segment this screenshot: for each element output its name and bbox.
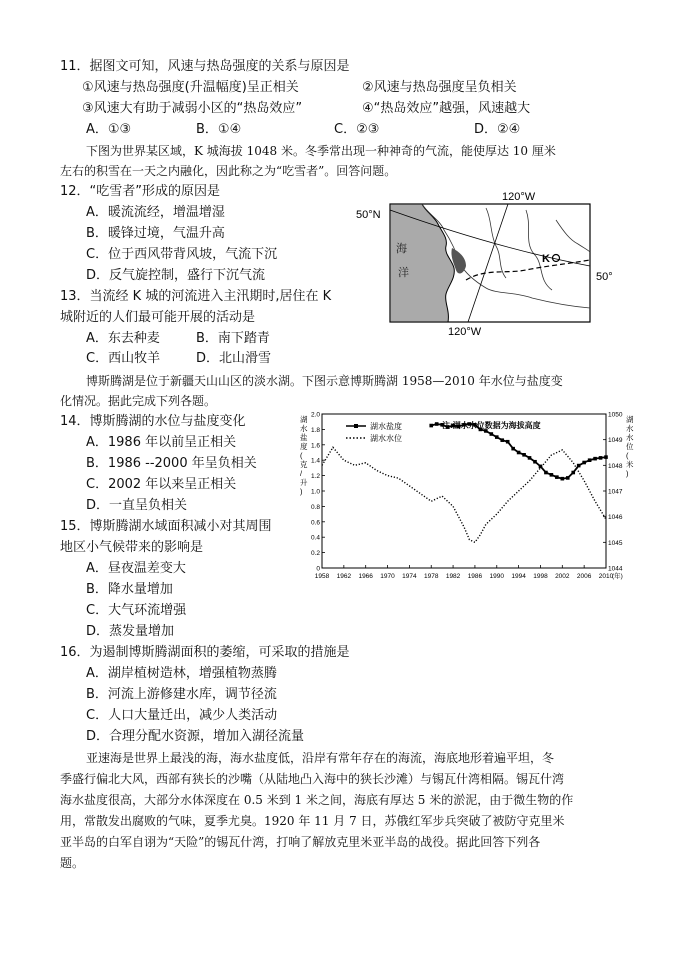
x-tick-label: 1998	[533, 573, 548, 580]
salinity-point	[429, 424, 433, 428]
salinity-point	[550, 473, 554, 477]
x-tick-label: 1990	[489, 573, 505, 580]
q12-choice-d: D．反气旋控制，盛行下沉气流	[86, 268, 266, 283]
right-axis-title-char: 米	[626, 460, 634, 469]
x-tick-label: 1978	[423, 573, 439, 580]
sea-char-2: 洋	[398, 267, 409, 279]
salinity-point	[522, 453, 526, 457]
salinity-point	[544, 471, 548, 475]
lat-label-left: 50°N	[356, 209, 381, 221]
right-axis-title-char: 水	[626, 433, 634, 442]
x-tick-label: 1982	[445, 573, 461, 580]
left-axis-title-char: 度	[300, 442, 308, 451]
q14-stem: 14．博斯腾湖的水位与盐度变化	[60, 414, 246, 429]
y-right-tick-label: 1047	[608, 488, 623, 496]
left-axis-title-char: 湖	[300, 415, 308, 424]
q13-stem-line2: 城附近的人们最可能开展的活动是	[60, 310, 256, 325]
y-left-tick-label: 1.6	[310, 442, 320, 450]
salinity-point	[561, 477, 565, 481]
y-left-tick-label: 1.2	[310, 473, 320, 481]
series-level-line	[322, 447, 606, 542]
salinity-point	[555, 475, 559, 479]
y-right-tick-label: 1049	[608, 437, 623, 445]
legend	[346, 421, 402, 443]
salinity-point	[566, 476, 570, 480]
y-right-tick-label: 1044	[608, 565, 623, 573]
left-axis-title-char: 克	[300, 460, 308, 469]
x-tick-label: 1970	[380, 573, 395, 580]
lon-label-bottom: 120°W	[448, 326, 482, 338]
q11-option-2: ②风速与热岛强度呈负相关	[362, 80, 517, 95]
intro-snow-line2: 左右的积雪在一天之内融化，因此称之为“吃雪者”。回答问题。	[60, 164, 397, 178]
salinity-point	[588, 458, 592, 462]
azov-line3: 海水盐度很高，大部分水体深度在 0.5 米到 1 米之间，海底有厚达 5 米的淤泥，由于微生物的作	[60, 793, 574, 807]
x-tick-label: 2010	[598, 573, 614, 580]
chart-note: 注:湖水水位数据为海拔高度	[442, 421, 541, 430]
region-map	[356, 190, 626, 338]
q12-stem: 12．“吃雪者”形成的原因是	[60, 184, 221, 199]
q16-choice-a: A．湖岸植树造林，增强植物蒸腾	[86, 666, 277, 681]
left-axis-title-char: 水	[300, 424, 308, 433]
right-axis-title-char: 位	[626, 442, 634, 451]
k-city-label: K	[542, 253, 550, 265]
q12-choice-b: B．暖锋过境，气温升高	[86, 226, 225, 241]
salinity-point	[435, 422, 439, 426]
q12-choice-a: A．暖流流经，增温增湿	[86, 205, 225, 220]
y-right-tick-label: 1048	[608, 462, 623, 470]
right-axis-title-char: 湖	[626, 415, 634, 424]
y-left-tick-label: 0.2	[310, 550, 320, 558]
q14-choice-a: A．1986 年以前呈正相关	[86, 435, 237, 450]
salinity-point	[599, 456, 603, 460]
q13-choice-c: C．西山牧羊	[86, 351, 161, 366]
legend-salinity-marker	[354, 424, 358, 428]
y-left-tick-label: 0.6	[310, 519, 320, 527]
salinity-point	[517, 451, 521, 455]
q11-option-3: ③风速大有助于减弱小区的“热岛效应”	[82, 101, 303, 116]
y-left-tick-label: 2.0	[310, 411, 320, 419]
azov-line4: 用，常散发出腐败的气味，夏季尤臭。1920 年 11 月 7 日，苏俄红军步兵突破了被防守克里米	[60, 814, 565, 828]
left-axis-title-char: )	[300, 487, 303, 496]
salinity-point	[500, 438, 504, 442]
q11-choice-a: A．①③	[86, 122, 132, 137]
salinity-point	[511, 447, 515, 451]
y-left-tick-label: 0.4	[310, 534, 320, 542]
q14-choice-b: B．1986 --2000 年呈负相关	[86, 456, 257, 471]
y-right-tick-label: 1045	[608, 539, 623, 547]
q13-stem-line1: 13．当流经 K 城的河流进入主汛期时,居住在 K	[60, 289, 332, 304]
q11-option-4: ④“热岛效应”越强，风速越大	[362, 101, 531, 116]
y-left-tick-label: 1.0	[310, 488, 320, 496]
left-axis-title-char: (	[300, 451, 303, 460]
q16-choice-b: B．河流上游修建水库，调节径流	[86, 687, 277, 702]
intro-snow-line1: 下图为世界某区域，K 城海拔 1048 米。冬季常出现一种神奇的气流，能使厚达 10 厘米	[86, 144, 556, 158]
right-axis-title-char: (	[626, 451, 629, 460]
x-tick-label: 1958	[314, 573, 330, 580]
q15-choice-c: C．大气环流增强	[86, 603, 187, 618]
azov-line2: 季盛行偏北大风，西部有狭长的沙嘴（从陆地凸入海中的狭长沙滩）与锡瓦什湾相隔。锡瓦什湾	[60, 772, 565, 786]
right-axis-title	[626, 414, 634, 478]
lake-level-salinity-chart	[296, 408, 636, 590]
salinity-point	[593, 457, 597, 461]
sea-char-1: 海	[396, 243, 407, 255]
x-tick-label: 1962	[336, 573, 352, 580]
q11-option-1: ①风速与热岛强度(升温幅度)呈正相关	[82, 80, 299, 95]
q11-stem: 11．据图文可知，风速与热岛强度的关系与原因是	[60, 59, 350, 74]
left-axis-title-char: 盐	[300, 433, 308, 442]
x-tick-label: 1974	[402, 573, 417, 580]
q16-stem: 16．为遏制博斯腾湖面积的萎缩，可采取的措施是	[60, 645, 350, 660]
q13-choice-d: D．北山滑雪	[196, 351, 272, 366]
left-axis-title-char: /	[300, 469, 303, 478]
y-left-tick-label: 1.4	[310, 457, 320, 465]
left-axis-title	[300, 414, 308, 496]
intro-lake-line1: 博斯腾湖是位于新疆天山山区的淡水湖。下图示意博斯腾湖 1958—2010 年水位与盐度变	[86, 374, 563, 388]
left-axis-title-char: 升	[300, 478, 308, 487]
q14-choice-d: D．一直呈负相关	[86, 498, 188, 513]
x-unit-label: (年)	[612, 573, 623, 580]
plot-frame	[322, 414, 606, 568]
q16-choice-d: D．合理分配水资源，增加入湖径流量	[86, 729, 305, 744]
salinity-point	[495, 435, 499, 439]
q15-stem-line1: 15．博斯腾湖水域面积减小对其周围	[60, 519, 272, 534]
y-right-tick-label: 1046	[608, 514, 623, 522]
legend-level-label: 湖水水位	[370, 434, 402, 443]
azov-line6: 题。	[60, 856, 85, 870]
q13-choice-b: B．南下踏青	[196, 331, 270, 346]
x-tick-label: 1966	[358, 573, 373, 580]
salinity-point	[571, 471, 575, 475]
x-tick-label: 1986	[467, 573, 483, 580]
q12-choice-c: C．位于西风带背风坡，气流下沉	[86, 247, 278, 262]
q11-choice-c: C．②③	[334, 122, 380, 137]
q13-choice-a: A．东去种麦	[86, 331, 160, 346]
salinity-point	[533, 460, 537, 464]
azov-line1: 亚速海是世界上最浅的海，海水盐度低，沿岸有常年存在的海流，海底地形着遍平坦，冬	[86, 751, 555, 765]
q16-choice-c: C．人口大量迁出，减少人类活动	[86, 708, 278, 723]
right-axis-title-char: )	[626, 469, 629, 478]
q15-choice-d: D．蒸发量增加	[86, 624, 175, 639]
y-left-tick-label: 1.8	[310, 426, 320, 434]
salinity-point	[582, 461, 586, 465]
right-axis-title-char: 水	[626, 424, 634, 433]
lat-label-right: 50°	[596, 271, 613, 283]
q15-choice-a: A．昼夜温差变大	[86, 561, 186, 576]
x-tick-label: 2006	[576, 573, 592, 580]
legend-salinity-label: 湖水盐度	[370, 422, 402, 431]
salinity-point	[604, 455, 608, 459]
salinity-point	[490, 432, 494, 436]
x-tick-label: 1994	[511, 573, 526, 580]
q15-stem-line2: 地区小气候带来的影响是	[60, 540, 204, 555]
salinity-point	[506, 440, 510, 444]
azov-line5: 亚半岛的白军自诩为“天险”的锡瓦什湾，打响了解放克里米亚半岛的战役。据此回答下列各	[60, 835, 541, 849]
q15-choice-b: B．降水量增加	[86, 582, 173, 597]
y-left-tick-label: 0	[316, 565, 320, 573]
y-left-tick-label: 0.8	[310, 503, 320, 511]
lon-label-top: 120°W	[502, 191, 536, 203]
q14-choice-c: C．2002 年以来呈正相关	[86, 477, 237, 492]
salinity-point	[577, 464, 581, 468]
q11-choice-b: B．①④	[196, 122, 242, 137]
x-tick-label: 2002	[555, 573, 570, 580]
y-right-tick-label: 1050	[608, 411, 623, 419]
intro-lake-line2: 化情况。据此完成下列各题。	[60, 394, 217, 408]
salinity-point	[528, 456, 532, 460]
q11-choice-d: D．②④	[474, 122, 521, 137]
